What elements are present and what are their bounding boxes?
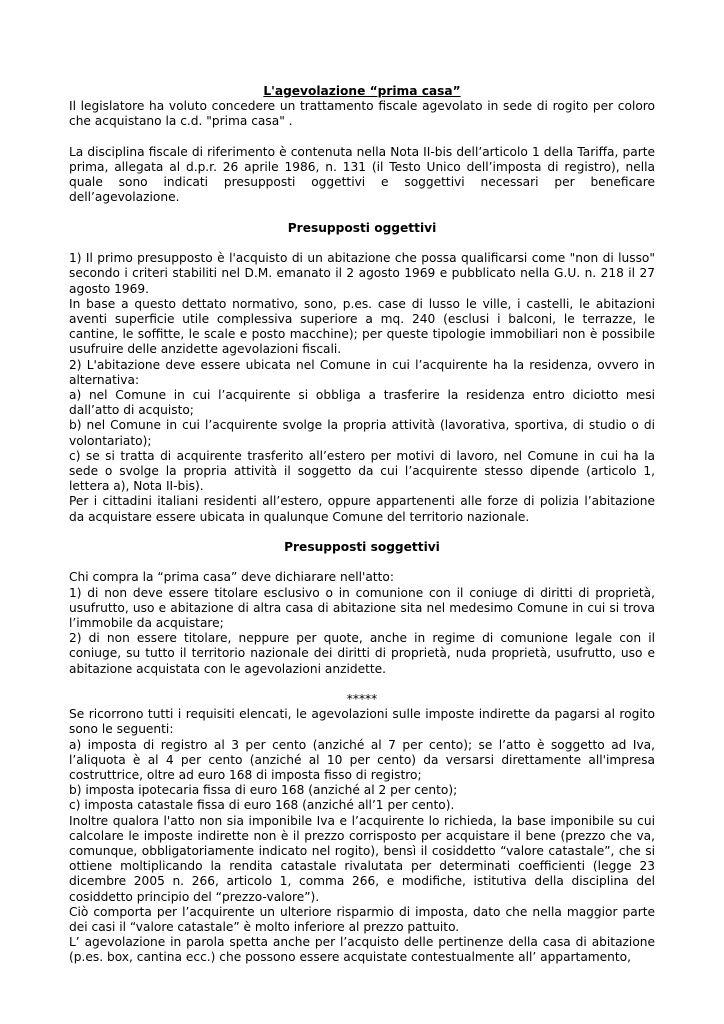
soggettivi-paragraph: Chi compra la “prima casa” deve dichiarare nell'atto: [69, 570, 394, 585]
spacer [69, 677, 655, 692]
section-separator: ***** [346, 692, 378, 707]
final-paragraph: Se ricorrono tutti i requisiti elencati, le agevolazioni sulle imposte indirette da pagarsi al rogito sono le seguenti: [69, 707, 655, 737]
oggettivi-paragraph: 1) Il primo presupposto è l'acquisto di un abitazione che possa qualificarsi come "non di lusso" secondo i criteri stabiliti nel D.M. emanato il 2 agosto 1969 e pubblicato nella G.U. n. 218 il 27 agosto 1969. [69, 251, 655, 296]
final-paragraph: L’ agevolazione in parola spetta anche per l’acquisto delle pertinenze della casa di abitazione (p.es. box, cantina ecc.) che possono essere acquistate contestualmente all’ appartamento, [69, 935, 655, 965]
oggettivi-paragraph: In base a questo dettato normativo, sono, p.es. case di lusso le ville, i castelli, le abitazioni aventi superficie utile complessiva superiore a mq. 240 (esclusi i balconi, le terrazze, le cantine, le soffitte, le scale e posto macchine); per queste tipologie immobiliari non è possibile usufruire delle anzidette agevolazioni fiscali. [69, 296, 655, 357]
oggettivi-paragraph: Per i cittadini italiani residenti all’estero, oppure appartenenti alle forze di polizia l’abitazione da acquistare essere ubicata in qualunque Comune del territorio nazionale. [69, 494, 655, 524]
oggettivi-paragraph: c) se si tratta di acquirente trasferito all’estero per motivi di lavoro, nel Comune in cui ha la sede o svolge la propria attività il soggetto da cui l’acquirente stesso dipende (articolo 1, lettera a), Nota II-bis). [69, 448, 655, 494]
spacer [69, 525, 655, 540]
final-paragraph: Ciò comporta per l’acquirente un ulteriore risparmio di imposta, dato che nella maggior parte dei casi il “valore catastale” è molto inferiore al prezzo pattuito. [69, 904, 655, 935]
final-paragraph: c) imposta catastale fissa di euro 168 (anziché all’1 per cento). [69, 798, 455, 813]
spacer [69, 206, 655, 221]
soggettivi-paragraph: 1) di non deve essere titolare esclusivo o in comunione con il coniuge di diritti di proprietà, usufrutto, uso e abitazione di altra casa di abitazione sita nel medesimo Comune in cui si trova l’immobile da acquistare; [69, 585, 655, 631]
spacer [69, 130, 655, 145]
spacer [69, 236, 655, 251]
disciplina-paragraph: La disciplina fiscale di riferimento è contenuta nella Nota II-bis dell’articolo 1 della Tariffa, parte prima, allegata al d.p.r. 26 aprile 1986, n. 131 (il Testo Unico dell’imposta di registro), nella quale sono indicati presupposti oggettivi e soggettivi necessari per beneficare dell’agevolazione. [69, 144, 655, 205]
oggettivi-paragraph: b) nel Comune in cui l’acquirente svolge la propria attività (lavorativa, sportiva, di studio o di volontariato); [69, 418, 655, 448]
document-page [69, 84, 655, 966]
final-paragraph: a) imposta di registro al 3 per cento (anziché al 7 per cento); se l’atto è soggetto ad Iva, l’aliquota è al 4 per cento (anziché al 10 per cento) da versarsi direttamente all'impresa costruttrice, oltre ad euro 168 di imposta fisso di registro; [69, 737, 655, 783]
document-title: L'agevolazione “prima casa” [263, 84, 461, 98]
final-paragraph: Inoltre qualora l'atto non sia imponibile Iva e l’acquirente lo richieda, la base imponibile su cui calcolare le imposte indirette non è il prezzo corrisposto per acquistare il bene (prezzo che va, comunque, obbligatoriamente indicato nel rogito), bensì il cosiddetto “valore catastale”, che si ottiene moltiplicando la rendita catastale rivalutata per determinati coefficienti (legge 23 dicembre 2005 n. 266, articolo 1, comma 266, e modifiche, istitutiva della disciplina del cosiddetto principio del “prezzo-valore”). [69, 813, 655, 904]
soggettivi-paragraph: 2) di non essere titolare, neppure per quote, anche in regime di comunione legale con il coniuge, su tutto il territorio nazionale dei diritti di proprietà, nuda proprietà, usufrutto, uso e abitazione acquistata con le agevolazioni anzidette. [69, 631, 655, 676]
oggettivi-heading: Presupposti oggettivi [287, 220, 437, 235]
final-paragraph: b) imposta ipotecaria fissa di euro 168 (anziché al 2 per cento); [69, 783, 458, 798]
soggettivi-heading: Presupposti soggettivi [284, 540, 440, 555]
oggettivi-paragraph: a) nel Comune in cui l’acquirente si obbliga a trasferire la residenza entro diciotto mesi dall’atto di acquisto; [69, 388, 655, 418]
intro-paragraph: Il legislatore ha voluto concedere un trattamento fiscale agevolato in sede di rogito per coloro che acquistano la c.d. "prima casa" . [69, 99, 655, 129]
spacer [69, 555, 655, 570]
oggettivi-paragraph: 2) L'abitazione deve essere ubicata nel Comune in cui l’acquirente ha la residenza, ovvero in alternativa: [69, 357, 655, 387]
